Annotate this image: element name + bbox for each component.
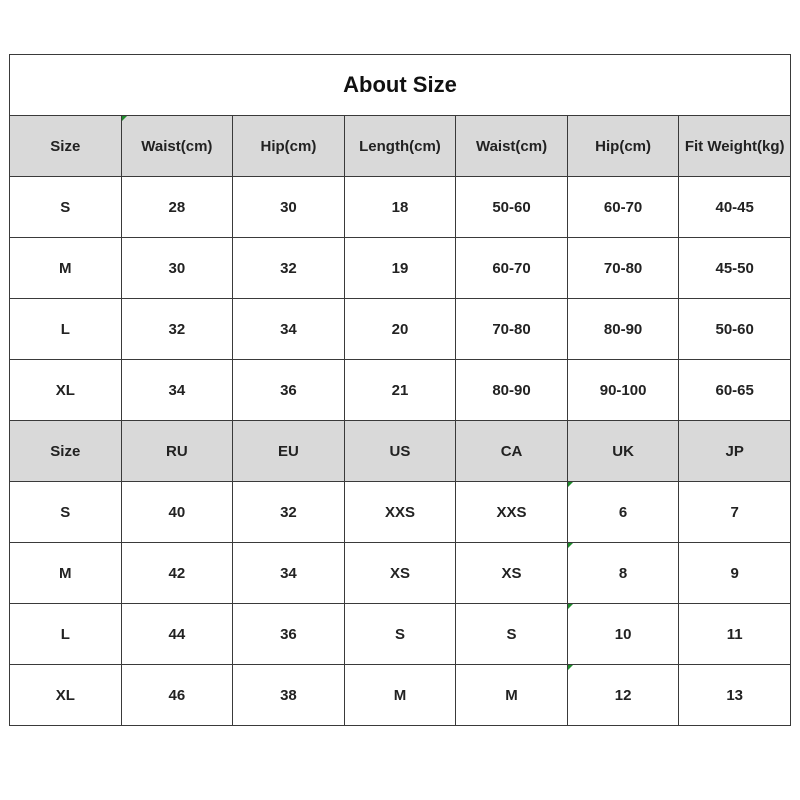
table-cell: 10 (567, 604, 679, 665)
table-cell: XS (344, 543, 456, 604)
table-cell: 32 (121, 299, 233, 360)
header-row (10, 116, 791, 177)
table-cell: 46 (121, 665, 233, 726)
size-label-cell: L (10, 604, 122, 665)
column-header: JP (679, 421, 791, 482)
table-row (10, 482, 791, 543)
table-cell: 30 (121, 238, 233, 299)
column-header: Fit Weight(kg) (679, 116, 791, 177)
table-cell: 50-60 (679, 299, 791, 360)
size-label-cell: XL (10, 665, 122, 726)
table-cell: XXS (344, 482, 456, 543)
table-cell: XS (456, 543, 568, 604)
table-cell: 32 (233, 482, 345, 543)
table-row (10, 360, 791, 421)
table-cell: 80-90 (567, 299, 679, 360)
column-header: UK (567, 421, 679, 482)
table-row (10, 543, 791, 604)
table-cell: 60-65 (679, 360, 791, 421)
table-cell: 7 (679, 482, 791, 543)
table-cell: 70-80 (456, 299, 568, 360)
table-cell: 28 (121, 177, 233, 238)
table-cell: 60-70 (567, 177, 679, 238)
column-header: Waist(cm) (121, 116, 233, 177)
table-cell: 36 (233, 604, 345, 665)
table-cell: 34 (121, 360, 233, 421)
table-cell: 40-45 (679, 177, 791, 238)
size-chart-table (9, 54, 791, 726)
column-header: Hip(cm) (233, 116, 345, 177)
table-cell: 11 (679, 604, 791, 665)
table-cell: 30 (233, 177, 345, 238)
column-header: CA (456, 421, 568, 482)
table-row (10, 299, 791, 360)
table-cell: M (456, 665, 568, 726)
table-cell: S (344, 604, 456, 665)
column-header: Hip(cm) (567, 116, 679, 177)
table-cell: 36 (233, 360, 345, 421)
table-cell: 6 (567, 482, 679, 543)
size-label-cell: S (10, 482, 122, 543)
table-cell: 20 (344, 299, 456, 360)
table-cell: 18 (344, 177, 456, 238)
table-cell: 45-50 (679, 238, 791, 299)
title-row (10, 55, 791, 116)
column-header: US (344, 421, 456, 482)
header-row (10, 421, 791, 482)
table-cell: 19 (344, 238, 456, 299)
table-cell: 80-90 (456, 360, 568, 421)
table-cell: 42 (121, 543, 233, 604)
column-header: Waist(cm) (456, 116, 568, 177)
table-cell: 38 (233, 665, 345, 726)
table-cell: 32 (233, 238, 345, 299)
table-row (10, 604, 791, 665)
table-cell: M (344, 665, 456, 726)
table-cell: 70-80 (567, 238, 679, 299)
table-cell: 40 (121, 482, 233, 543)
table-cell: 34 (233, 543, 345, 604)
table-cell: XXS (456, 482, 568, 543)
column-header: RU (121, 421, 233, 482)
table-cell: 50-60 (456, 177, 568, 238)
table-row (10, 238, 791, 299)
table-cell: 60-70 (456, 238, 568, 299)
table-title: About Size (10, 55, 791, 116)
column-header: EU (233, 421, 345, 482)
size-label-cell: S (10, 177, 122, 238)
table-cell: 12 (567, 665, 679, 726)
table-row (10, 177, 791, 238)
table-cell: 13 (679, 665, 791, 726)
table-cell: 8 (567, 543, 679, 604)
column-header: Size (10, 421, 122, 482)
table-cell: 34 (233, 299, 345, 360)
table-cell: 9 (679, 543, 791, 604)
table-cell: 21 (344, 360, 456, 421)
column-header: Length(cm) (344, 116, 456, 177)
size-label-cell: L (10, 299, 122, 360)
size-label-cell: XL (10, 360, 122, 421)
size-label-cell: M (10, 543, 122, 604)
table-row (10, 665, 791, 726)
table-cell: 90-100 (567, 360, 679, 421)
size-label-cell: M (10, 238, 122, 299)
table-cell: S (456, 604, 568, 665)
column-header: Size (10, 116, 122, 177)
table-cell: 44 (121, 604, 233, 665)
